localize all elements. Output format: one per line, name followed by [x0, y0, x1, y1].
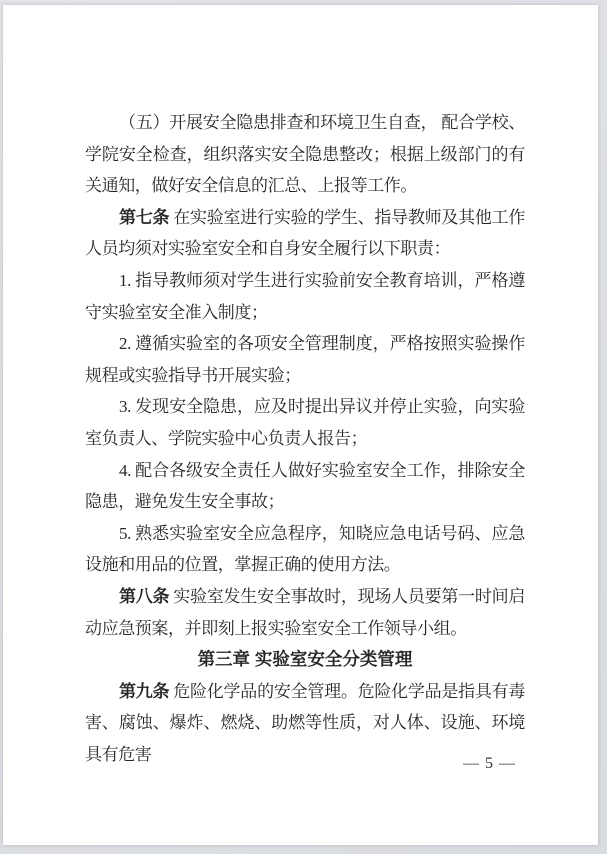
- paragraph: [85, 518, 525, 581]
- paragraph: [85, 455, 525, 518]
- text-run: 4. 配合各级安全责任人做好实验室安全工作，排除安全隐患，避免发生安全事故；: [85, 460, 525, 512]
- page-number: — 5 —: [463, 755, 516, 772]
- chapter-heading: [85, 644, 525, 676]
- paragraph: [85, 581, 525, 644]
- document-body: [85, 107, 525, 770]
- article-number-label: 第三章 实验室安全分类管理: [197, 649, 413, 670]
- article-number-label: 第八条: [119, 586, 170, 606]
- paragraph: [85, 676, 525, 771]
- text-run: 1. 指导教师须对学生进行实验前安全教育培训，严格遵守实验室安全准入制度；: [85, 270, 525, 322]
- text-run: 2. 遵循实验室的各项安全管理制度，严格按照实验操作规程或实验指导书开展实验；: [85, 334, 525, 385]
- text-run: 实验室发生安全事故时，现场人员要第一时间启动应急预案，并即刻上报实验室安全工作领导小组。: [85, 586, 525, 638]
- article-number-label: 第七条: [119, 207, 170, 227]
- text-run: 危险化学品的安全管理。危险化学品是指具有毒害、腐蚀、爆炸、燃烧、助燃等性质，对人体、设施、环境具有危害: [85, 681, 525, 764]
- paragraph: [85, 107, 525, 202]
- text-run: 在实验室进行实验的学生、指导教师及其他工作人员均须对实验室安全和自身安全履行以下职责：: [85, 207, 525, 259]
- text-run: 3. 发现安全隐患，应及时提出异议并停止实验，向实验室负责人、学院实验中心负责人报告；: [85, 397, 525, 448]
- paragraph: [85, 328, 525, 391]
- text-run: 5. 熟悉实验室安全应急程序，知晓应急电话号码、应急设施和用品的位置，掌握正确的使用方法。: [85, 523, 525, 575]
- document-page: [3, 5, 598, 845]
- paragraph: [85, 391, 525, 454]
- paragraph: [85, 265, 525, 328]
- text-run: （五）开展安全隐患排查和环境卫生自查， 配合学校、学院安全检查，组织落实安全隐患整改；根据上级部门的有关通知，做好安全信息的汇总、上报等工作。: [85, 113, 525, 196]
- paragraph: [85, 202, 525, 265]
- article-number-label: 第九条: [119, 681, 170, 701]
